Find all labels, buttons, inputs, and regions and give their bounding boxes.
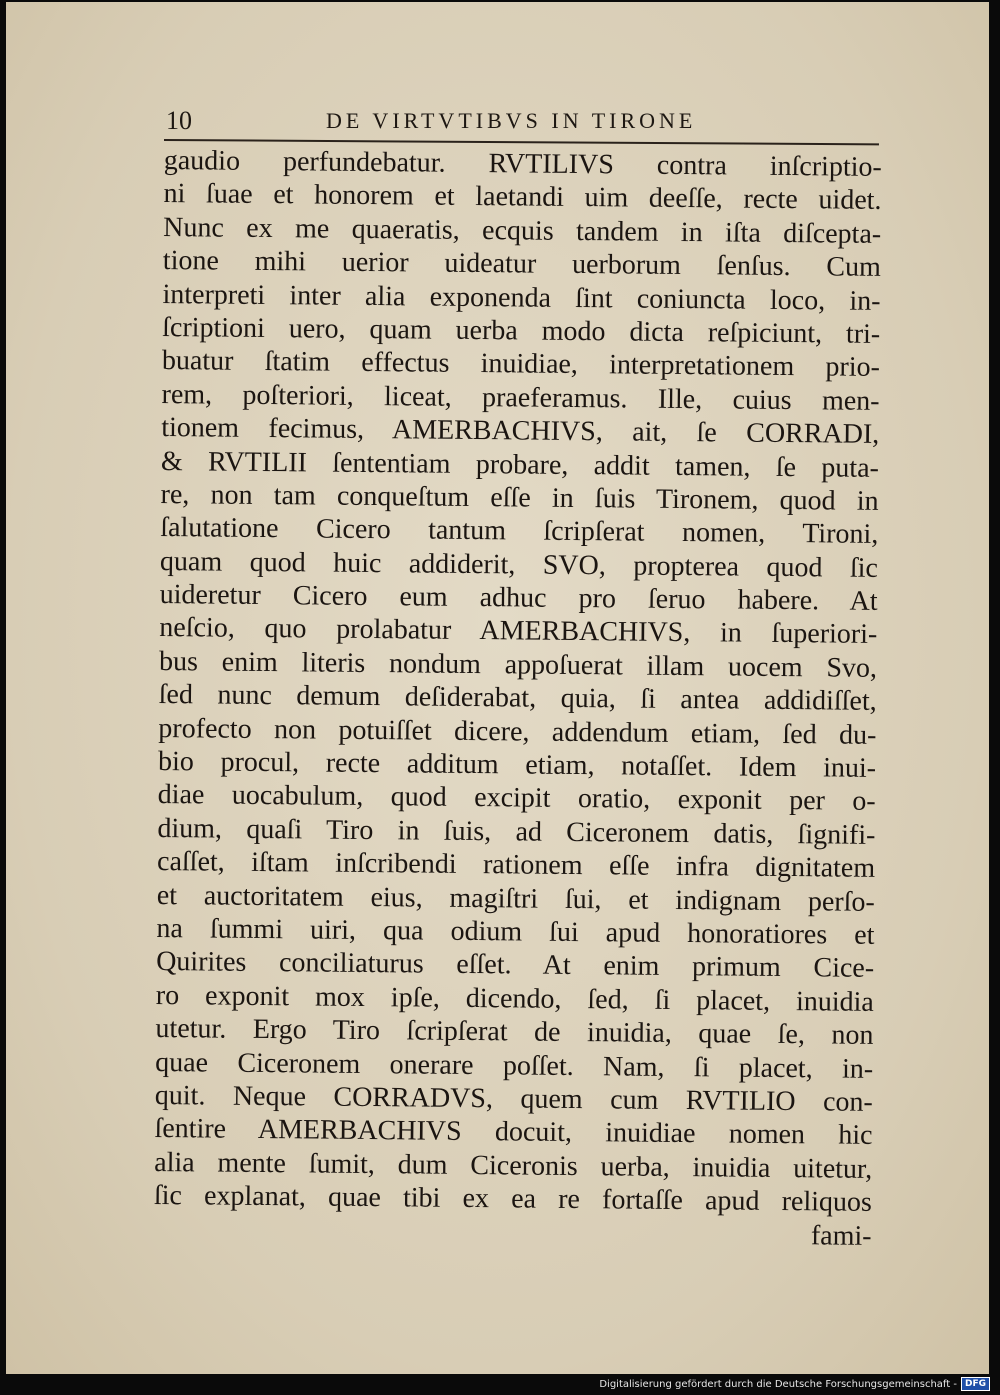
text-line: Nunc ex me quaeratis, ecquis tandem in iſta diſcepta- [163, 211, 882, 250]
catchword: fami- [810, 1219, 872, 1252]
text-line: neſcio, quo prolabatur AMERBACHIVS, in ſuperiori- [159, 612, 878, 651]
dfg-logo: DFG [961, 1377, 990, 1391]
text-line: profecto non potuiſſet dicere, addendum etiam, ſed du- [158, 712, 877, 751]
page-header [166, 106, 786, 142]
text-line: uideretur Cicero eum adhuc pro ſeruo habere. At [159, 579, 878, 617]
page-number: 10 [166, 106, 192, 135]
text-line: ni ſuae et honorem et laetandi uim deeſſe, recte uidet. [163, 178, 882, 217]
text-line: et auctoritatem eius, magiſtri ſui, et indignam perſo- [156, 879, 875, 918]
text-line: & RVTILII ſententiam probare, addit tamen, ſe puta- [160, 445, 880, 484]
text-line: caſſet, iſtam inſcribendi rationem eſſe infra dignitatem [156, 846, 876, 885]
text-line: quam quod huic addiderit, SVO, propterea quod ſic [159, 545, 879, 584]
text-line: ſcriptioni uero, quam uerba modo dicta reſpiciunt, tri- [162, 311, 881, 350]
text-line: rem, poſteriori, liceat, praeferamus. Ille, cuius men- [161, 378, 880, 417]
scanned-page [6, 2, 989, 1374]
text-line: ſalutatione Cicero tantum ſcripſerat nomen, Tironi, [160, 512, 879, 551]
text-line: tione mihi uerior uideatur uerborum ſenſus. Cum [162, 245, 881, 284]
digitization-credit [599, 1375, 990, 1393]
text-line: re, non tam conqueſtum eſſe in ſuis Tironem, quod in [160, 478, 879, 517]
text-line: interpreti inter alia exponenda ſint coniuncta loco, in- [162, 278, 881, 317]
credit-text: Digitalisierung gefördert durch die Deutsche Forschungsgemeinschaft - [599, 1378, 957, 1390]
text-line: tionem fecimus, AMERBACHIVS, ait, ſe CORRADI, [161, 412, 880, 451]
text-line: utetur. Ergo Tiro ſcripſerat de inuidia, quae ſe, non [155, 1013, 874, 1052]
text-line: ro exponit mox ipſe, dicendo, ſed, ſi placet, inuidia [155, 979, 874, 1018]
text-line: gaudio perfundebatur. RVTILIVS contra inſcriptio- [163, 144, 882, 183]
text-line: quit. Neque CORRADVS, quem cum RVTILIO con- [154, 1079, 873, 1118]
text-line: Quirites conciliaturus eſſet. At enim primum Cice- [156, 946, 875, 985]
running-title: DE VIRTVTIBVS IN TIRONE [326, 108, 697, 133]
text-line: bus enim literis nondum appoſuerat illam uocem Svo, [158, 645, 878, 684]
text-line: ſentire AMERBACHIVS docuit, inuidiae nomen hic [154, 1113, 873, 1152]
body-text [153, 144, 882, 1253]
text-line: dium, quaſi Tiro in ſuis, ad Ciceronem datis, ſignifi- [157, 812, 876, 851]
text-line: ſic explanat, quae tibi ex ea re fortaſſe apud reliquos [153, 1180, 873, 1218]
text-line: na ſummi uiri, qua odium ſui apud honoratiores et [156, 912, 875, 951]
text-line: quae Ciceronem onerare poſſet. Nam, ſi placet, in- [155, 1046, 874, 1085]
text-line: alia mente ſumit, dum Ciceronis uerba, inuidia uitetur, [154, 1146, 873, 1185]
text-line: bio procul, recte additum etiam, notaſſet. Idem inui- [157, 746, 877, 784]
text-line: ſed nunc demum deſiderabat, quia, ſi antea addidiſſet, [158, 679, 877, 718]
text-line: buatur ſtatim effectus inuidiae, interpretationem prio- [161, 345, 881, 384]
text-line: diae uocabulum, quod excipit oratio, exponit per o- [157, 779, 876, 818]
